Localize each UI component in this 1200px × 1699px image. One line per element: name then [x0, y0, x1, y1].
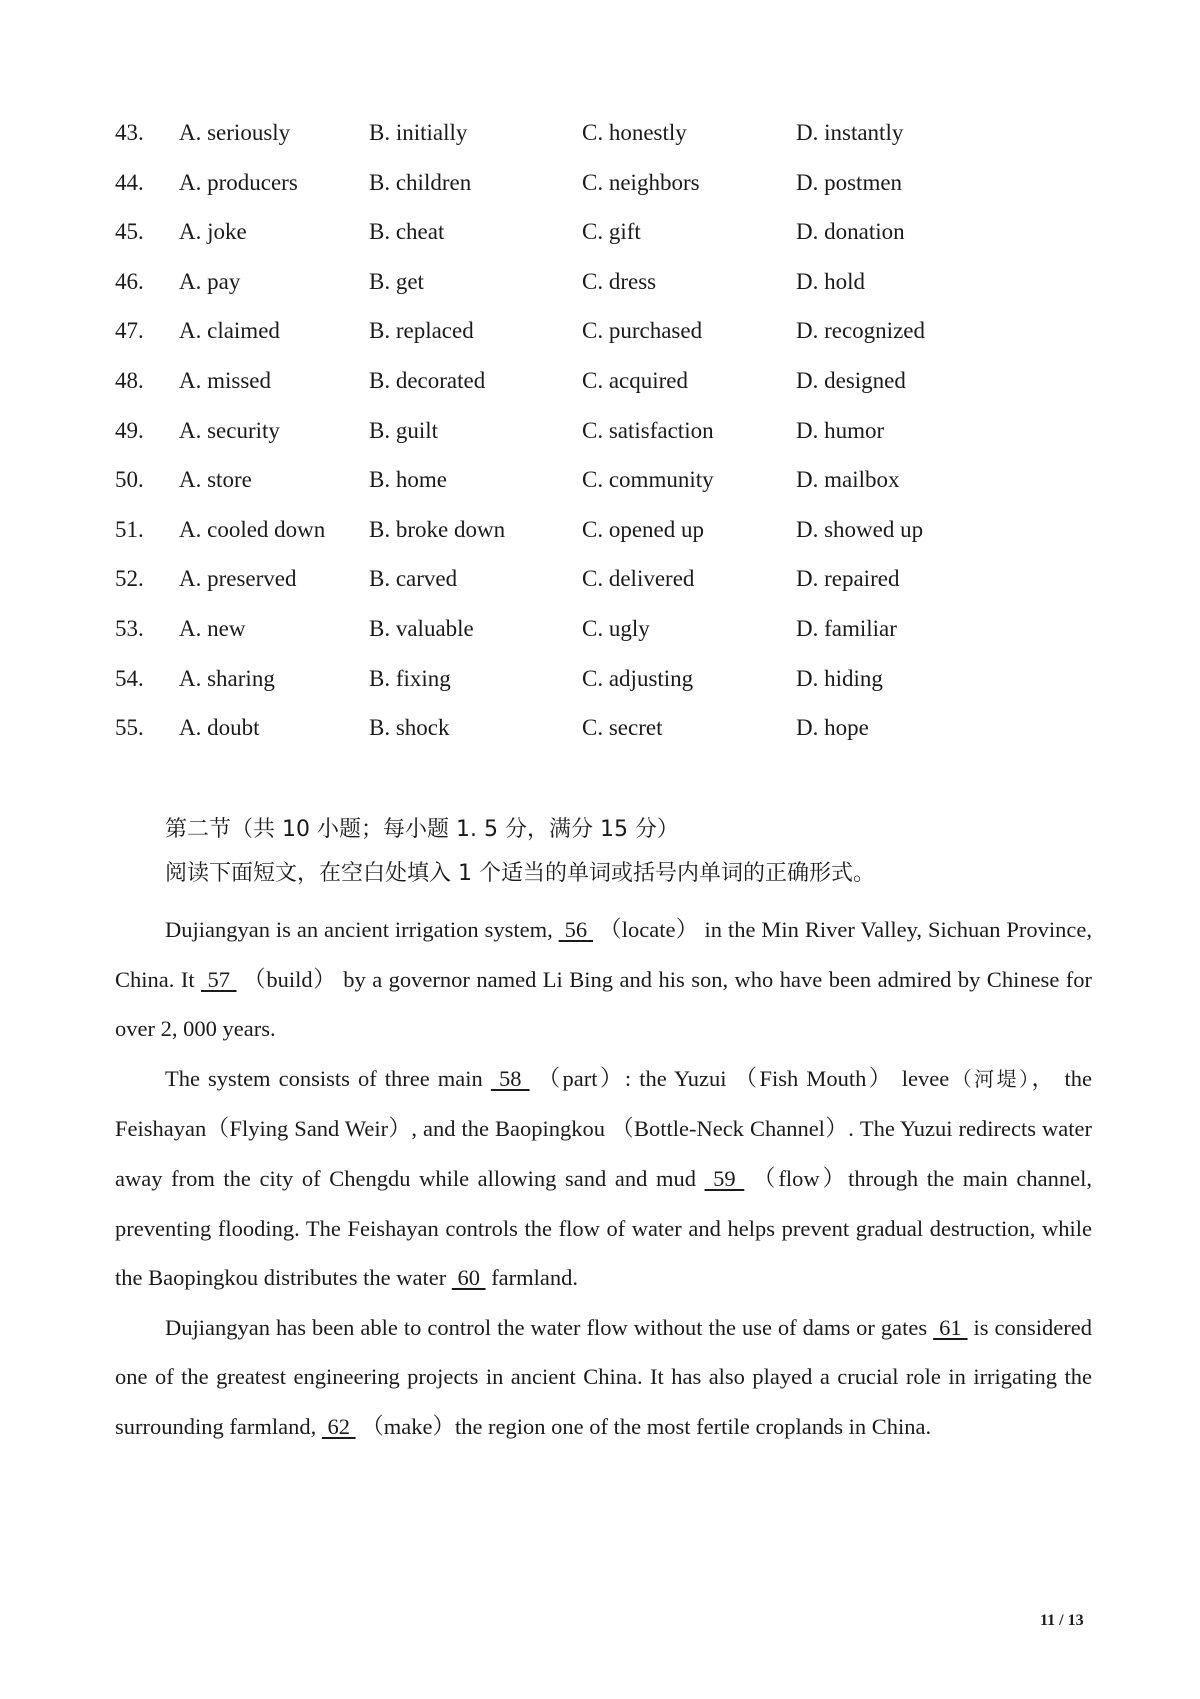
- option-a: A. producers: [179, 169, 298, 195]
- option-row: [115, 270, 1015, 320]
- question-number: 47.: [115, 318, 144, 344]
- question-number: 50.: [115, 467, 144, 493]
- section-heading: 第二节（共 10 小题；每小题 1. 5 分，满分 15 分）: [165, 817, 679, 842]
- option-d: D. familiar: [796, 615, 897, 641]
- text-run: （flow）through the main channel, preventing flooding. The Feishayan controls the flow of water and helps prevent gradual destruction, while the Baopingkou distributes the water: [115, 1165, 1092, 1291]
- option-d: D. hiding: [796, 665, 883, 691]
- option-a: A. preserved: [179, 566, 297, 592]
- option-b: B. children: [369, 169, 472, 195]
- blank-60: 60: [451, 1265, 486, 1291]
- option-row: [115, 220, 1015, 270]
- option-d: D. postmen: [796, 169, 903, 195]
- text-run: farmland.: [485, 1265, 579, 1291]
- option-c: C. adjusting: [582, 665, 694, 691]
- option-d: D. repaired: [796, 566, 900, 592]
- question-number: 45.: [115, 219, 144, 245]
- option-c: C. secret: [582, 715, 663, 741]
- option-d: D. donation: [796, 219, 905, 245]
- option-b: B. initially: [369, 120, 468, 145]
- question-number: 43.: [115, 120, 144, 145]
- section-two: [115, 815, 1092, 1452]
- option-d: D. hope: [796, 715, 869, 741]
- question-number: 48.: [115, 367, 144, 393]
- option-c: C. delivered: [582, 566, 695, 592]
- blank-58: 58: [490, 1065, 530, 1091]
- option-c: C. gift: [582, 219, 641, 245]
- option-c: C. purchased: [582, 318, 703, 344]
- question-number: 51.: [115, 516, 144, 542]
- text-run: （make）the region one of the most fertile croplands in China.: [355, 1413, 932, 1439]
- option-row: [115, 567, 1015, 617]
- option-b: B. guilt: [369, 417, 439, 443]
- option-c: C. opened up: [582, 516, 705, 542]
- text-run: （build） by a governor named Li Bing and his son, who have been admired by Chinese for over 2, 000 years.: [115, 966, 1093, 1042]
- option-b: B. broke down: [369, 516, 506, 542]
- option-b: B. replaced: [369, 318, 474, 344]
- option-d: D. hold: [796, 268, 865, 294]
- option-row: [115, 716, 1015, 766]
- option-a: A. sharing: [179, 665, 275, 691]
- question-number: 54.: [115, 665, 144, 691]
- text-run: Dujiangyan has been able to control the water flow without the use of dams or gates: [165, 1314, 934, 1340]
- text-run: （part）: the Yuzui （Fish Mouth） levee: [529, 1065, 950, 1091]
- text-run: （locate） in the Min River Valley, Sichuan Province, China. It: [115, 917, 1092, 992]
- text-run: Dujiangyan is an ancient irrigation system,: [165, 917, 559, 942]
- option-a: A. new: [179, 615, 246, 641]
- option-d: D. instantly: [796, 120, 904, 145]
- question-number: 46.: [115, 268, 144, 294]
- blank-59: 59: [704, 1165, 745, 1191]
- text-run: The system consists of three main: [165, 1065, 491, 1091]
- option-a: A. security: [179, 417, 280, 443]
- option-d: D. humor: [796, 417, 885, 443]
- option-c: C. ugly: [582, 615, 650, 641]
- section-instruction: 阅读下面短文，在空白处填入 1 个适当的单词或括号内单词的正确形式。: [165, 861, 875, 886]
- option-b: B. fixing: [369, 665, 451, 691]
- option-b: B. decorated: [369, 367, 486, 393]
- blank-62: 62: [321, 1413, 356, 1439]
- passage-paragraph-2: [115, 1054, 1092, 1303]
- option-a: A. seriously: [179, 120, 291, 145]
- question-number: 49.: [115, 417, 144, 443]
- option-b: B. carved: [369, 566, 458, 592]
- option-b: B. home: [369, 467, 447, 493]
- option-d: D. designed: [796, 367, 906, 393]
- option-a: A. store: [179, 467, 252, 493]
- passage-paragraph-1: [115, 905, 1092, 1054]
- question-number: 53.: [115, 615, 144, 641]
- option-b: B. shock: [369, 715, 450, 741]
- option-c: C. community: [582, 467, 714, 493]
- option-a: A. missed: [179, 367, 271, 393]
- chinese-gloss: （河堤）: [949, 1066, 1032, 1091]
- option-b: B. cheat: [369, 219, 445, 245]
- option-b: B. valuable: [369, 615, 474, 641]
- option-row: [115, 369, 1015, 419]
- option-d: D. recognized: [796, 318, 925, 344]
- option-a: A. cooled down: [179, 516, 326, 542]
- option-c: C. acquired: [582, 367, 689, 393]
- question-number: 44.: [115, 169, 144, 195]
- option-row: [115, 617, 1015, 667]
- option-c: C. neighbors: [582, 169, 700, 195]
- page-number: 11 / 13: [1040, 1612, 1084, 1629]
- option-row: [115, 171, 1015, 221]
- text-run: ， the Feishayan（Flying Sand Weir）, and the Baopingkou （Bottle-Neck Channel）. The Yuzui redirects water away from the city of Chengdu while allowing sand and mud: [115, 1065, 1093, 1191]
- option-d: D. mailbox: [796, 467, 900, 493]
- option-row: [115, 518, 1015, 568]
- option-c: C. satisfaction: [582, 417, 714, 443]
- question-number: 52.: [115, 566, 144, 592]
- passage-paragraph-3: [115, 1303, 1092, 1452]
- blank-61: 61: [933, 1314, 968, 1340]
- question-number: 55.: [115, 715, 144, 741]
- option-row: [115, 419, 1015, 469]
- option-a: A. pay: [179, 268, 241, 294]
- text-run: is considered one of the greatest engineering projects in ancient China. It has also played a crucial role in irrigating the surrounding farmland,: [115, 1314, 1093, 1439]
- option-d: D. showed up: [796, 516, 924, 542]
- option-row: [115, 468, 1015, 518]
- option-row: [115, 121, 1015, 171]
- option-a: A. doubt: [179, 715, 260, 741]
- option-b: B. get: [369, 268, 424, 294]
- blank-57: 57: [201, 966, 237, 992]
- option-c: C. dress: [582, 268, 657, 294]
- option-a: A. joke: [179, 219, 247, 245]
- blank-56: 56: [558, 917, 594, 942]
- option-row: [115, 319, 1015, 369]
- answer-options-list: [115, 121, 1015, 766]
- option-c: C. honestly: [582, 120, 687, 145]
- option-row: [115, 667, 1015, 717]
- option-a: A. claimed: [179, 318, 280, 344]
